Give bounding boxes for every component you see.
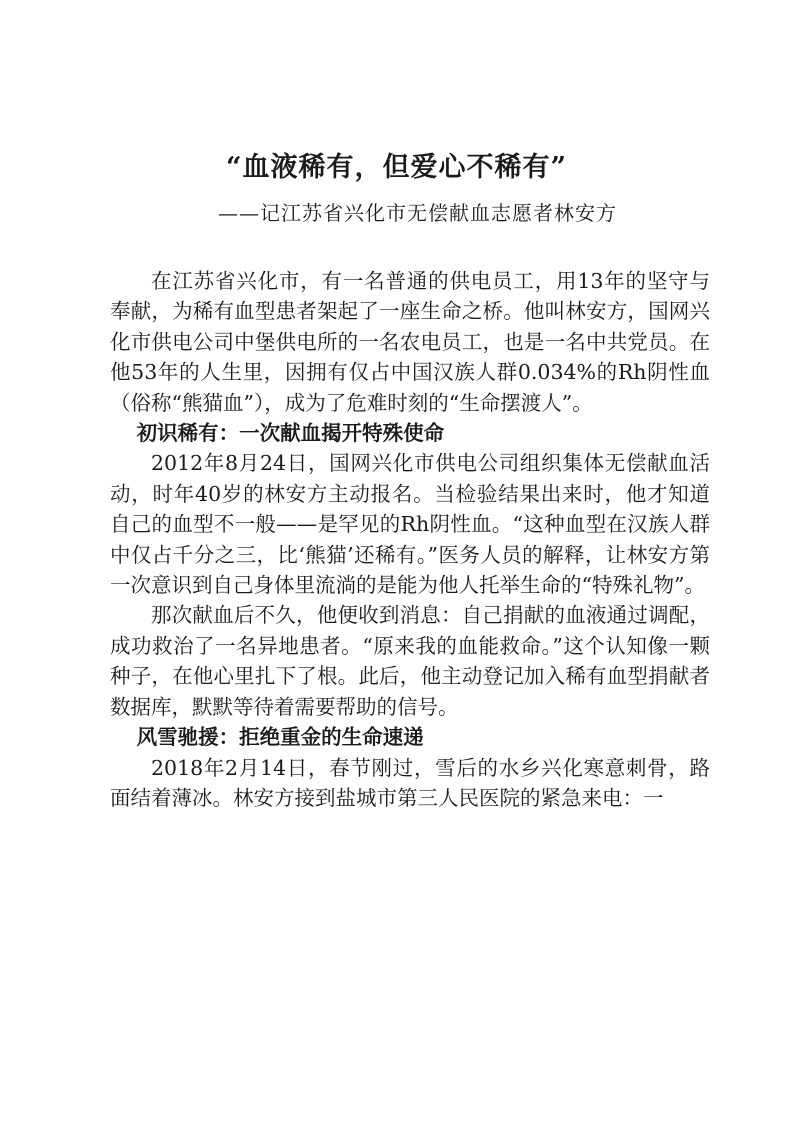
- article-body: [110, 266, 710, 813]
- article-title: “血液稀有，但爱心不稀有”: [225, 152, 568, 183]
- section2-paragraph-1: 2018年2月14日，春节刚过，雪后的水乡兴化寒意刺骨，路面结着薄冰。林安方接到盐城市第三人民医院的紧急来电：一: [110, 755, 710, 810]
- section1-paragraph-2: 那次献血后不久，他便收到消息：自己捐献的血液通过调配，成功救治了一名异地患者。“原来我的血能救命。”这个认知像一颗种子，在他心里扎下了根。此后，他主动登记加入稀有血型捐献者数据库，默默等待着需要帮助的信号。: [110, 603, 710, 719]
- section-heading-1: 初识稀有：一次献血揭开特殊使命: [136, 421, 445, 446]
- section1-paragraph-1: 2012年8月24日，国网兴化市供电公司组织集体无偿献血活动，时年40岁的林安方主动报名。当检验结果出来时，他才知道自己的血型不一般——是罕见的Rh阴性血。“这种血型在汉族人群中仅占千分之三，比‘熊猫’还稀有。”医务人员的解释，让林安方第一次意识到自己身体里流淌的是能为他人托举生命的“特殊礼物”。: [110, 451, 710, 598]
- intro-paragraph: 在江苏省兴化市，有一名普通的供电员工，用13年的坚守与奉献，为稀有血型患者架起了一座生命之桥。他叫林安方，国网兴化市供电公司中堡供电所的一名农电员工，也是一名中共党员。在他53年的人生里，因拥有仅占中国汉族人群0.034%的Rh阴性血（俗称“熊猫血”），成为了危难时刻的“生命摆渡人”。: [110, 269, 710, 415]
- article-subtitle: ——记江苏省兴化市无偿献血志愿者林安方: [218, 201, 617, 225]
- section-heading-2: 风雪驰援：拒绝重金的生命速递: [136, 725, 424, 750]
